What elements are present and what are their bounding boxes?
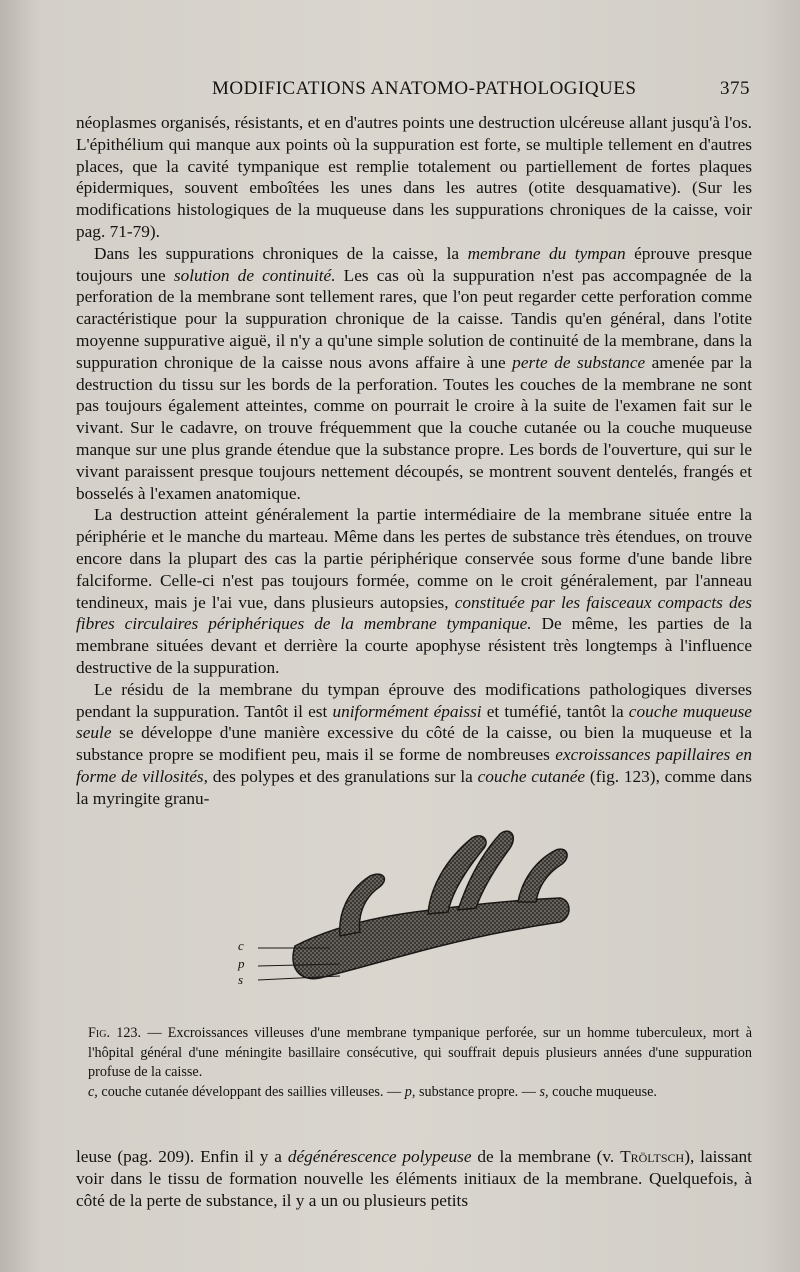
paragraph-2: Dans les suppurations chroniques de la caisse, la membrane du tympan éprouve presque toujours une solution de continuité. Les cas où la suppuration n'est pas accompagnée de la perforation de la membrane sont tellement rares, que l'on peut regarder cette perforation comme caractéristique pour la suppuration chronique de la caisse. Tandis qu'en général, dans l'otite moyenne suppurative aiguë, il n'y a qu'une simple solution de continuité de la membrane, dans la suppuration chronique de la caisse nous avons affaire à une perte de substance amenée par la destruction du tissu sur les bords de la perforation. Toutes les couches de la membrane ne sont pas toujours également atteintes, comme on pourrait le croire à la suite de l'examen fait sur le vivant. Sur le cadavre, on trouve fréquemment que la couche cutanée ou la couche muqueuse manque sur une plus grande étendue que la substance propre. Les bords de l'ouverture, qui sur le vivant paraissent presque toujours nettement découpés, se montrent souvent dentelés, frangés et bosselés à l'examen anatomique. — [76, 243, 753, 503]
villus-right — [518, 849, 567, 902]
figure-123-illustration — [200, 818, 620, 1018]
figure-caption — [88, 1024, 752, 1102]
figure-label-s: s — [238, 972, 244, 987]
caption-main: Fig. 123. — Excroissances villeuses d'une membrane tympanique perforée, sur un homme tuberculeux, mort à l'hôpital général d'une méningite basillaire consécutive, qui souffrait depuis plusieurs années d'une suppuration profuse de la caisse. — [88, 1025, 752, 1080]
paragraph-3: La destruction atteint généralement la partie intermédiaire de la membrane située entre la périphérie et le manche du marteau. Même dans les pertes de substance très étendues, on trouve encore dans la plupart des cas la partie périphérique conservée sous forme d'une bande libre falciforme. Celle-ci n'est pas toujours formée, comme on le croit généralement, par l'anneau tendineux, mais je l'ai vue, dans plusieurs autopsies, constituée par les faisceaux compacts des fibres circulaires périphériques de la membrane tympanique. De même, les parties de la membrane situées devant et derrière la courte apophyse résistent très longtemps à l'influence destructive de la suppuration. — [76, 505, 752, 677]
running-header — [84, 78, 750, 104]
running-title: MODIFICATIONS ANATOMO-PATHOLOGIQUES — [212, 78, 637, 99]
body-text-bottom — [76, 1146, 752, 1211]
caption-legend: c, couche cutanée développant des saillies villeuses. — p, substance propre. — s, couche muqueuse. — [88, 1083, 657, 1100]
paragraph-5: leuse (pag. 209). Enfin il y a dégénérescence polypeuse de la membrane (v. Tröltsch), laissant voir dans le tissu de formation nouvelle les éléments initiaux de la membrane. Quelquefois, à côté de la perte de substance, il y a un ou plusieurs petits — [76, 1147, 752, 1210]
figure-label-p: p — [238, 956, 245, 971]
paragraph-1: néoplasmes organisés, résistants, et en d'autres points une destruction ulcéreuse allant jusqu'à l'os. L'épithélium qui manque aux points où la suppuration est forte, se multiple tellement en d'autres places, que la cavité tympanique est remplie totalement ou partiellement de fortes plaques épidermiques, souvent emboîtées les unes dans les autres (otite desquamative). (Sur les modifications histologiques de la muqueuse dans les suppurations chroniques de la caisse, voir pag. 71-79). — [76, 113, 752, 241]
paragraph-4: Le résidu de la membrane du tympan éprouve des modifications pathologiques diverses pendant la suppuration. Tantôt il est uniformément épaissi et tuméfié, tantôt la couche muqueuse seule se développe d'une manière excessive du côté de la caisse, ou bien la muqueuse et la substance propre se modifient peu, mais il se forme de nombreuses excroissances papillaires en forme de villosités, des polypes et des granulations sur la couche cutanée (fig. 123), comme dans la myringite granu- — [76, 679, 753, 808]
figure-label-c: c — [238, 938, 244, 953]
villous-membrane-drawing — [200, 818, 620, 1018]
body-text-top — [76, 112, 752, 810]
page-number: 375 — [720, 78, 750, 99]
figure-number: Fig. 123. — [88, 1025, 142, 1041]
